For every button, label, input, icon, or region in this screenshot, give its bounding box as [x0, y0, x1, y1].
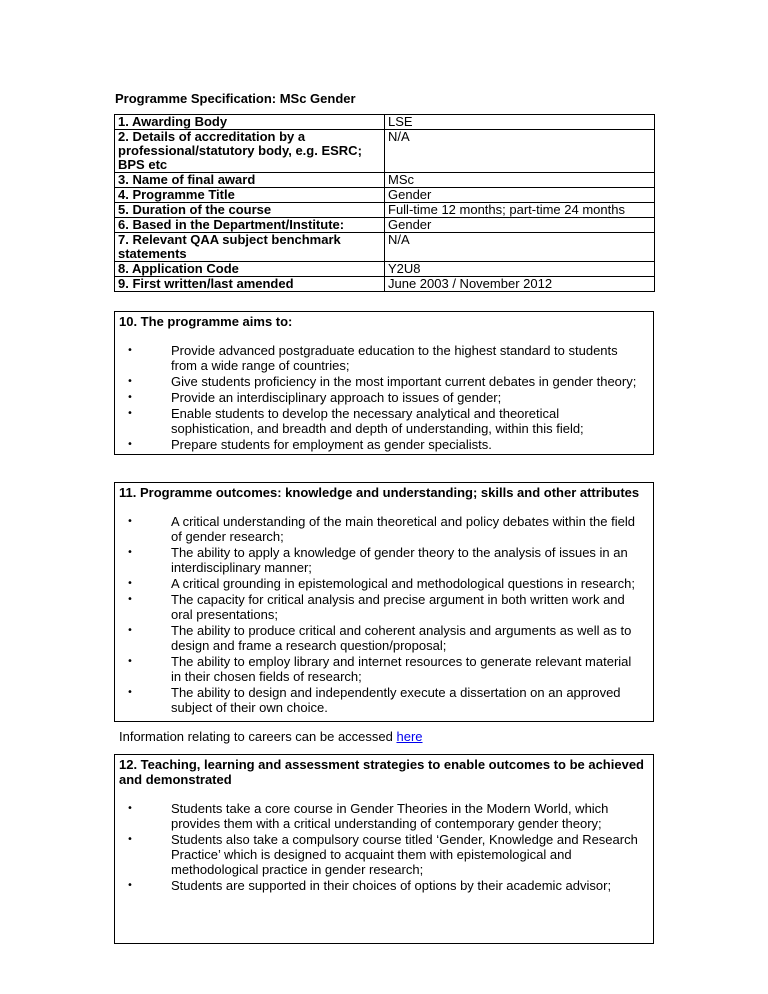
programme-outcomes-section	[114, 482, 654, 744]
table-row	[115, 188, 655, 203]
list-item: • A critical understanding of the main theoretical and policy debates within the field of gender research;	[119, 514, 649, 544]
table-row	[115, 218, 655, 233]
programme-details-table	[114, 114, 655, 292]
department-label: 6. Based in the Department/Institute:	[115, 218, 385, 233]
table-row	[115, 173, 655, 188]
programme-title-value: Gender	[385, 188, 655, 203]
list-item: • The capacity for critical analysis and precise argument in both written work and oral presentations;	[119, 592, 649, 622]
final-award-value: MSc	[385, 173, 655, 188]
table-row	[115, 277, 655, 292]
programme-aims-section	[114, 311, 654, 455]
list-item: • The ability to produce critical and coherent analysis and arguments as well as to design and frame a research question/proposal;	[119, 623, 649, 653]
careers-link[interactable]: here	[396, 729, 423, 744]
awarding-body-label: 1. Awarding Body	[115, 115, 385, 130]
duration-label: 5. Duration of the course	[115, 203, 385, 218]
programme-title-label: 4. Programme Title	[115, 188, 385, 203]
aims-list	[119, 343, 649, 452]
document-title: Programme Specification: MSc Gender	[115, 91, 356, 106]
list-item: • Give students proficiency in the most important current debates in gender theory;	[119, 374, 649, 389]
application-code-label: 8. Application Code	[115, 262, 385, 277]
section-heading: 10. The programme aims to:	[119, 314, 293, 329]
list-item: • Enable students to develop the necessary analytical and theoretical sophistication, and breadth and depth of understanding, within this field;	[119, 406, 649, 436]
outcomes-list	[119, 514, 649, 715]
benchmark-label: 7. Relevant QAA subject benchmark statements	[115, 233, 385, 262]
table-row	[115, 262, 655, 277]
list-item: • Students are supported in their choices of options by their academic advisor;	[119, 878, 649, 893]
amended-label: 9. First written/last amended	[115, 277, 385, 292]
awarding-body-value: LSE	[385, 115, 655, 130]
list-item: • Prepare students for employment as gender specialists.	[119, 437, 649, 452]
list-item: • The ability to apply a knowledge of gender theory to the analysis of issues in an interdisciplinary manner;	[119, 545, 649, 575]
list-item: • The ability to design and independently execute a dissertation on an approved subject of their own choice.	[119, 685, 649, 715]
list-item: • A critical grounding in epistemological and methodological questions in research;	[119, 576, 649, 591]
strategies-list	[119, 801, 649, 893]
benchmark-value: N/A	[385, 233, 655, 262]
accreditation-label: 2. Details of accreditation by a professional/statutory body, e.g. ESRC; BPS etc	[115, 130, 385, 173]
duration-value: Full-time 12 months; part-time 24 months	[385, 203, 655, 218]
section-heading: 11. Programme outcomes: knowledge and understanding; skills and other attributes	[119, 485, 640, 500]
list-item: • Students take a core course in Gender Theories in the Modern World, which provides them with a critical understanding of contemporary gender theory;	[119, 801, 649, 831]
table-row	[115, 115, 655, 130]
department-value: Gender	[385, 218, 655, 233]
list-item: • The ability to employ library and internet resources to generate relevant material in their chosen fields of research;	[119, 654, 649, 684]
list-item: • Provide an interdisciplinary approach to issues of gender;	[119, 390, 649, 405]
list-item: • Students also take a compulsory course titled ‘Gender, Knowledge and Research Practice’ which is designed to acquaint them with epistemological and methodological practice in gender research;	[119, 832, 649, 877]
table-row	[115, 203, 655, 218]
section-heading: 12. Teaching, learning and assessment strategies to enable outcomes to be achieved and demonstrated	[119, 757, 644, 787]
final-award-label: 3. Name of final award	[115, 173, 385, 188]
teaching-strategies-section	[114, 754, 654, 944]
table-row	[115, 233, 655, 262]
application-code-value: Y2U8	[385, 262, 655, 277]
amended-value: June 2003 / November 2012	[385, 277, 655, 292]
careers-info-text: Information relating to careers can be accessed	[119, 729, 397, 744]
careers-info	[119, 729, 649, 744]
list-item: • Provide advanced postgraduate education to the highest standard to students from a wide range of countries;	[119, 343, 649, 373]
table-row	[115, 130, 655, 173]
accreditation-value: N/A	[385, 130, 655, 173]
